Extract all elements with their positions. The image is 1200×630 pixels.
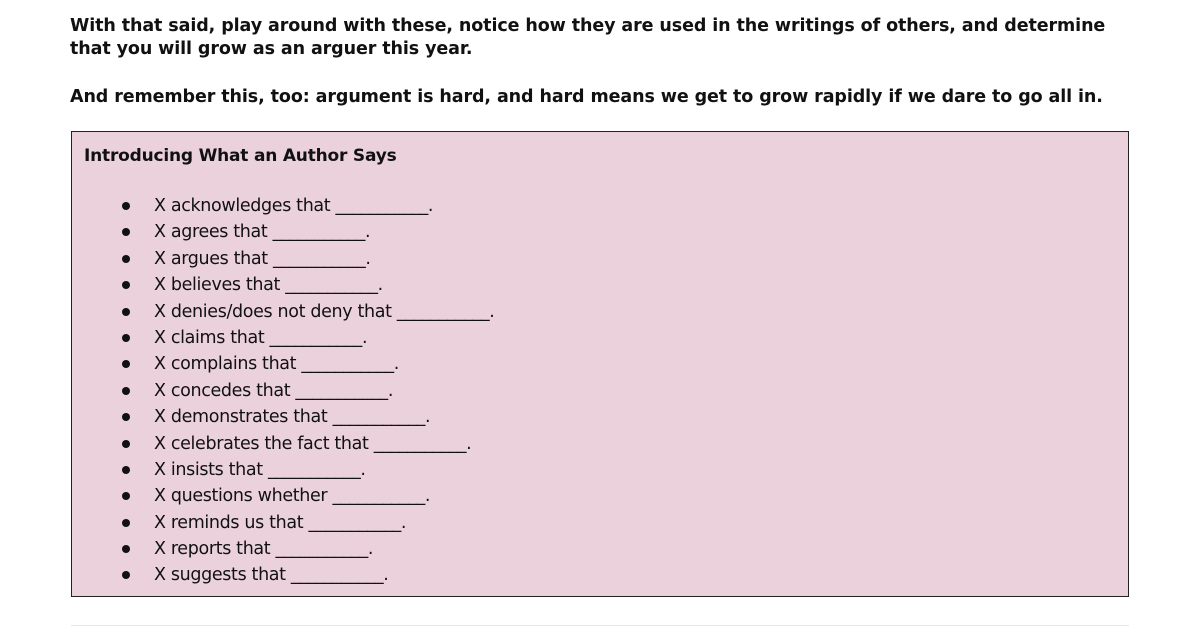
list-item-text: X denies/does not deny that ___________. <box>154 301 495 322</box>
box-title: Introducing What an Author Says <box>84 146 397 166</box>
list-item-text: X suggests that ___________. <box>154 565 389 586</box>
list-item-text: X reports that ___________. <box>154 539 374 560</box>
list-item-text: X insists that ___________. <box>154 459 366 480</box>
list-item-text: X believes that ___________. <box>154 275 383 296</box>
bullet-icon <box>122 387 130 395</box>
list-item-text: X agrees that ___________. <box>154 222 371 243</box>
bullet-icon <box>122 281 130 289</box>
bullet-icon <box>122 466 130 474</box>
list-item-text: X argues that ___________. <box>154 248 371 269</box>
bullet-icon <box>122 308 130 316</box>
bullet-icon <box>122 202 130 210</box>
template-box <box>71 131 1129 597</box>
page-divider <box>71 625 1129 626</box>
list-item-text: X claims that ___________. <box>154 327 368 348</box>
bullet-icon <box>122 519 130 527</box>
list-item-text: X celebrates the fact that ___________. <box>154 433 472 454</box>
bullet-icon <box>122 440 130 448</box>
list-item-text: X acknowledges that ___________. <box>154 196 434 216</box>
list-item-text: X demonstrates that ___________. <box>154 407 431 428</box>
list-item-text: X reminds us that ___________. <box>154 512 407 533</box>
bullet-icon <box>122 360 130 368</box>
bullet-icon <box>122 545 130 553</box>
bullet-icon <box>122 228 130 236</box>
list-item-text: X concedes that ___________. <box>154 380 394 401</box>
list-item-text: X questions whether ___________. <box>154 486 431 507</box>
bullet-icon <box>122 334 130 342</box>
bullet-icon <box>122 255 130 263</box>
paragraph-intro: With that said, play around with these, notice how they are used in the writings of others, and determine that you will grow as an arguer this year. <box>70 16 1106 59</box>
list-item-text: X complains that ___________. <box>154 354 400 375</box>
bullet-icon <box>122 492 130 500</box>
bullet-icon <box>122 571 130 579</box>
bullet-icon <box>122 413 130 421</box>
paragraph-reminder: And remember this, too: argument is hard, and hard means we get to grow rapidly if we dare to go all in. <box>70 87 1103 107</box>
